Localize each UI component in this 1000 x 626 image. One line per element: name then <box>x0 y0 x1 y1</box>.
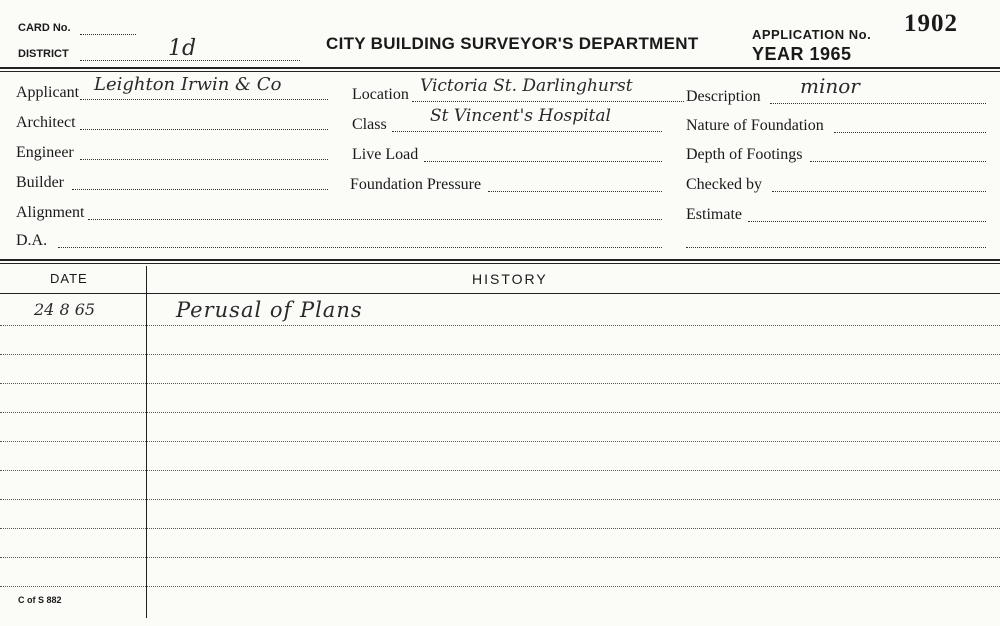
history-row-line <box>0 470 1000 471</box>
history-row-line <box>0 412 1000 413</box>
builder-label: Builder <box>16 174 64 191</box>
history-row-line <box>0 354 1000 355</box>
applicant-value: Leighton Irwin & Co <box>94 74 282 95</box>
location-value: Victoria St. Darlinghurst <box>420 76 633 96</box>
da-line <box>58 247 662 248</box>
depth-of-footings-label: Depth of Footings <box>686 146 803 163</box>
description-value: minor <box>800 74 860 98</box>
location-line <box>412 101 684 102</box>
engineer-label: Engineer <box>16 144 74 161</box>
application-no-label: APPLICATION No. <box>752 27 872 42</box>
foundation-pressure-line <box>488 191 662 192</box>
card-no-line <box>80 34 136 35</box>
form-code: C of S 882 <box>18 595 62 605</box>
application-number: 1902 <box>904 10 958 37</box>
history-row-line <box>0 586 1000 587</box>
history-row-line <box>0 528 1000 529</box>
live-load-label: Live Load <box>352 146 419 163</box>
alignment-line <box>88 219 662 220</box>
date-column-divider <box>146 266 147 618</box>
header-rule-2 <box>0 71 1000 72</box>
header-rule <box>0 67 1000 69</box>
history-entry-text: Perusal of Plans <box>176 298 363 322</box>
engineer-line <box>80 159 328 160</box>
history-header-rule <box>0 293 1000 294</box>
year-label: YEAR 1965 <box>752 44 852 64</box>
class-label: Class <box>352 116 387 133</box>
architect-label: Architect <box>16 114 76 131</box>
history-column-header: HISTORY <box>472 271 548 287</box>
live-load-line <box>424 161 662 162</box>
checked-by-line <box>772 191 986 192</box>
department-title: CITY BUILDING SURVEYOR'S DEPARTMENT <box>326 34 699 53</box>
da-label: D.A. <box>16 232 48 249</box>
history-top-rule <box>0 259 1000 261</box>
depth-of-footings-line <box>810 161 986 162</box>
description-line <box>770 103 986 104</box>
location-label: Location <box>352 86 409 103</box>
nature-of-foundation-label: Nature of Foundation <box>686 117 824 134</box>
applicant-label: Applicant <box>16 84 80 101</box>
checked-by-label: Checked by <box>686 176 762 193</box>
date-column-header: DATE <box>50 271 88 286</box>
estimate-line <box>748 221 986 222</box>
history-row-line <box>0 325 1000 326</box>
foundation-pressure-label: Foundation Pressure <box>350 176 482 193</box>
estimate-label: Estimate <box>686 206 742 223</box>
history-row-line <box>0 441 1000 442</box>
class-value: St Vincent's Hospital <box>430 106 611 126</box>
district-label: DISTRICT <box>18 48 69 60</box>
nature-of-foundation-line <box>834 132 986 133</box>
history-row-line <box>0 383 1000 384</box>
architect-line <box>80 129 328 130</box>
description-label: Description <box>686 88 761 105</box>
estimate-line-2 <box>686 247 986 248</box>
history-row-line <box>0 557 1000 558</box>
history-entry-date: 24 8 65 <box>34 300 96 319</box>
history-row-line <box>0 499 1000 500</box>
card-no-label: CARD No. <box>18 22 71 34</box>
applicant-line <box>80 99 328 100</box>
builder-line <box>72 189 328 190</box>
history-top-rule-2 <box>0 263 1000 264</box>
district-value: 1d <box>168 36 197 61</box>
alignment-label: Alignment <box>16 204 85 221</box>
class-line <box>392 131 662 132</box>
